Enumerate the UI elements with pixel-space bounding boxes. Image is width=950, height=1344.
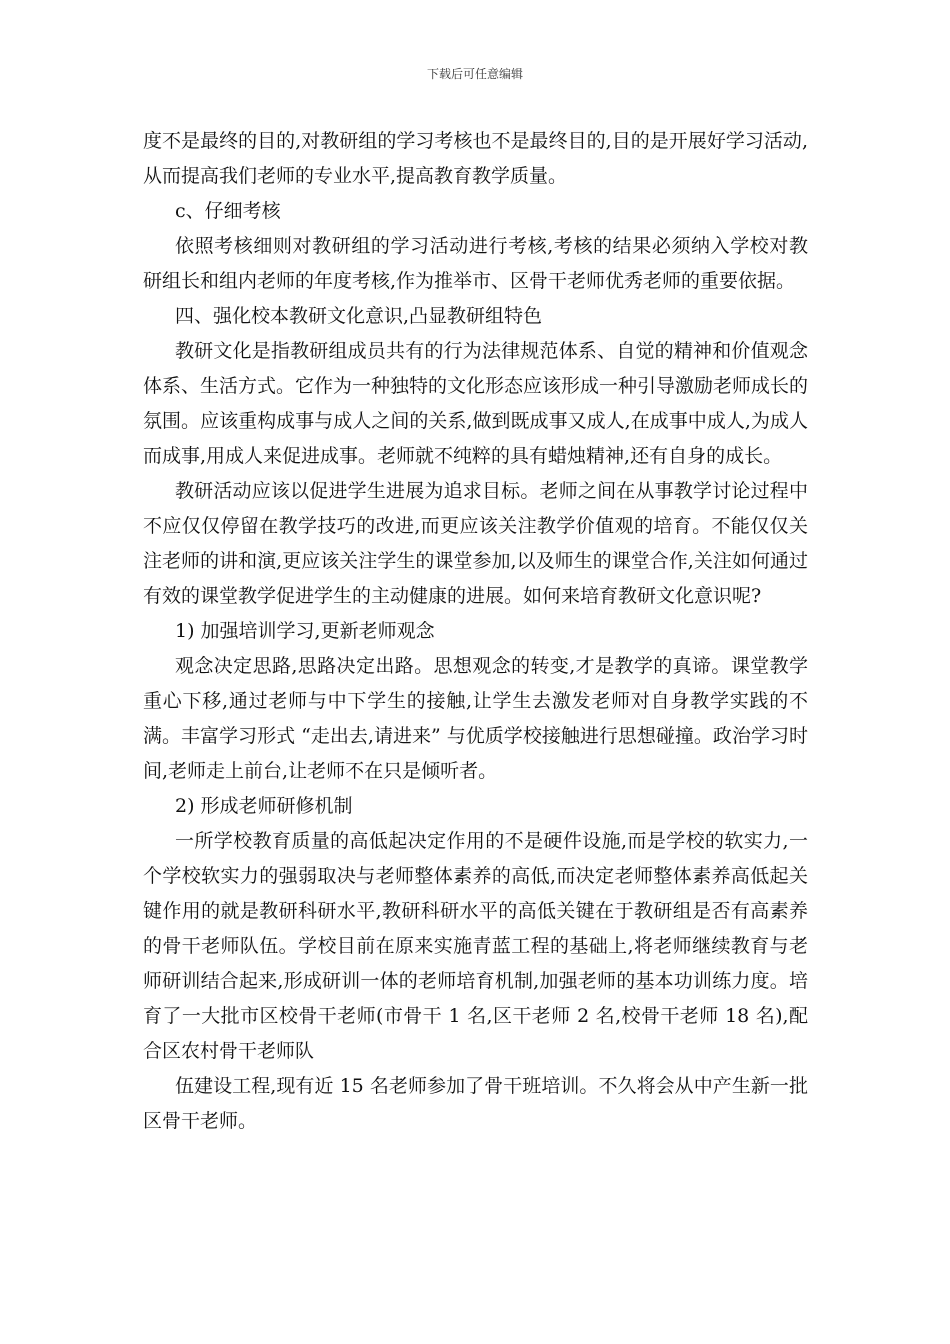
document-body (143, 124, 808, 1139)
page-header-note: 下载后可任意编辑 (426, 67, 523, 81)
paragraph-7: 伍建设工程,现有近 15 名老师参加了骨干班培训。不久将会从中产生新一批区骨干老师。 (143, 1075, 808, 1132)
paragraph-6: 一所学校教育质量的高低起决定作用的不是硬件设施,而是学校的软实力,一个学校软实力的强弱取决与老师整体素养的高低,而决定老师整体素养高低起关键作用的就是教研科研水平,教研科研水平的高低关键在于教研组是否有高素养的骨干老师队伍。学校目前在原来实施青蓝工程的基础上,将老师继续教育与老师研训结合起来,形成研训一体的老师培育机制,加强老师的基本功训练力度。培育了一大批市区校骨干老师(市骨干 1 名,区干老师 2 名,校骨干老师 18 名),配合区农村骨干老师队 (143, 830, 808, 1062)
section-heading-4: 四、强化校本教研文化意识,凸显教研组特色 (175, 305, 543, 327)
paragraph-5: 观念决定思路,思路决定出路。思想观念的转变,才是教学的真谛。课堂教学重心下移,通过老师与中下学生的接触,让学生去激发老师对自身教学实践的不满。丰富学习形式 “走出去,请进来” 与优质学校接触进行思想碰撞。政治学习时间,老师走上前台,让老师不在只是倾听者。 (143, 655, 808, 782)
subheading-careful-assessment: c、仔细考核 (175, 200, 281, 222)
paragraph-1: 度不是最终的目的,对教研组的学习考核也不是最终目的,目的是开展好学习活动,从而提高我们老师的专业水平,提高教育教学质量。 (143, 130, 808, 187)
paragraph-2: 依照考核细则对教研组的学习活动进行考核,考核的结果必须纳入学校对教研组长和组内老师的年度考核,作为推举市、区骨干老师优秀老师的重要依据。 (143, 235, 808, 292)
subheading-2: 2) 形成老师研修机制 (175, 795, 353, 817)
subheading-1: 1) 加强培训学习,更新老师观念 (175, 620, 435, 642)
paragraph-3: 教研文化是指教研组成员共有的行为法律规范体系、自觉的精神和价值观念体系、生活方式。它作为一种独特的文化形态应该形成一种引导激励老师成长的氛围。应该重构成事与成人之间的关系,做到既成事又成人,在成事中成人,为成人而成事,用成人来促进成事。老师就不纯粹的具有蜡烛精神,还有自身的成长。 (143, 340, 809, 467)
paragraph-4: 教研活动应该以促进学生进展为追求目标。老师之间在从事教学讨论过程中不应仅仅停留在教学技巧的改进,而更应该关注教学价值观的培育。不能仅仅关注老师的讲和演,更应该关注学生的课堂参加,以及师生的课堂合作,关注如何通过有效的课堂教学促进学生的主动健康的进展。如何来培育教研文化意识呢? (143, 480, 808, 607)
